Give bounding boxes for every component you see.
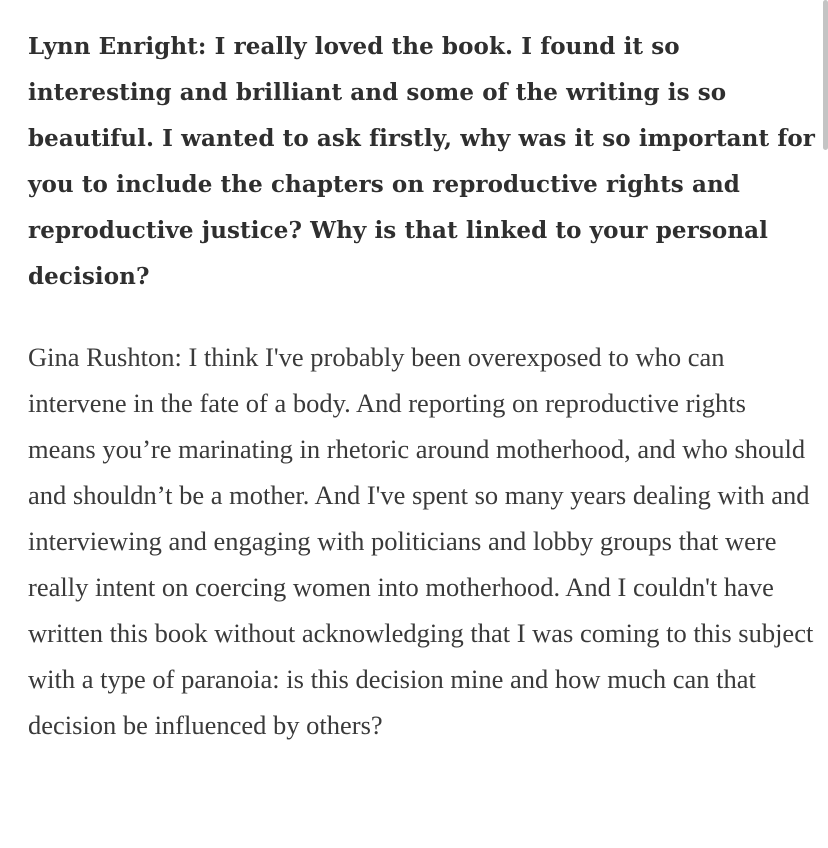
scrollbar[interactable] <box>822 0 828 848</box>
interview-question: Lynn Enright: I really loved the book. I found it so interesting and brilliant and some of the writing is so beautiful. I wanted to ask firstly, why was it so important for you to include the chapters on reproductive rights and reproductive justice? Why is that linked to your personal decision? <box>28 33 815 290</box>
interview-answer: Gina Rushton: I think I've probably been overexposed to who can intervene in the fate of a body. And reporting on reproductive rights means you’re marinating in rhetoric around motherhood, and who should and shouldn’t be a mother. And I've spent so many years dealing with and interviewing and engaging with politicians and lobby groups that were really intent on coercing women into motherhood. And I couldn't have written this book without acknowledging that I was coming to this subject with a type of paranoia: is this decision mine and how much can that decision be influenced by others? <box>28 342 814 740</box>
scrollbar-thumb[interactable] <box>823 0 828 150</box>
